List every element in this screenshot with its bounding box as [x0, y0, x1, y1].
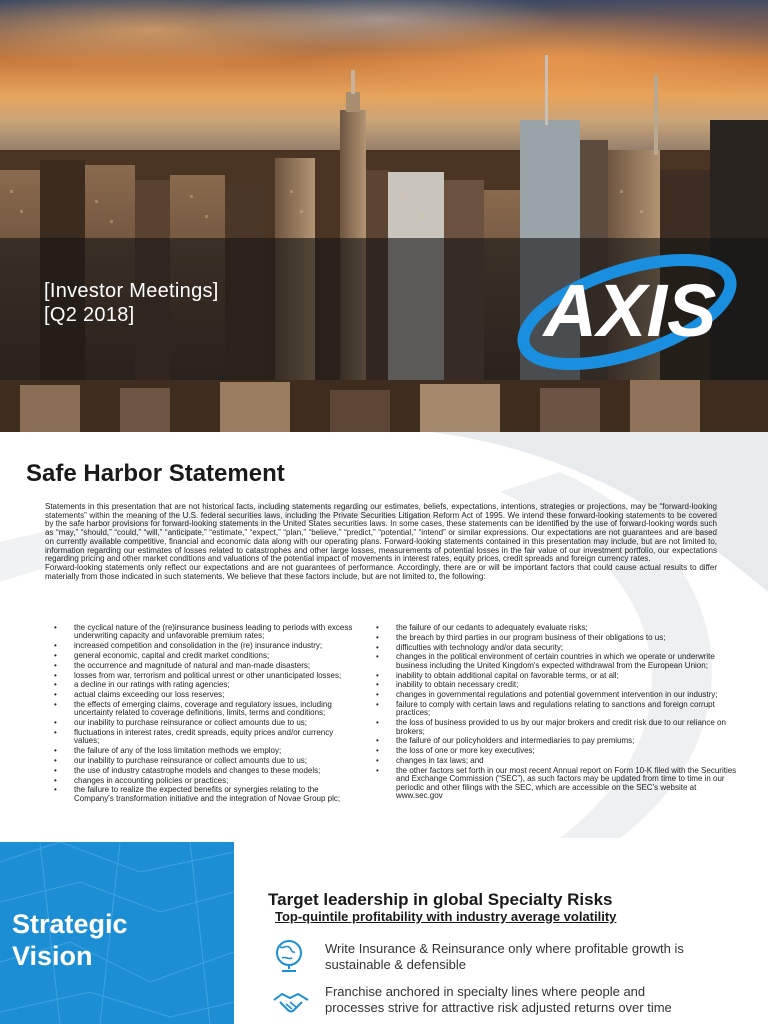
strategic-vision-title — [12, 908, 128, 972]
strategic-vision-panel — [0, 842, 234, 1024]
cover-slide — [0, 0, 768, 432]
list-item: • actual claims exceeding our loss reserves; — [54, 691, 359, 699]
list-item: • the breach by third parties in our program business of their obligations to us; — [376, 634, 738, 642]
list-item: • the failure of our policyholders and intermediaries to pay premiums; — [376, 737, 738, 745]
vision-item-2: Franchise anchored in specialty lines where people and processes strive for attractive risk adjusted returns over time — [325, 984, 672, 1015]
list-item: • our inability to purchase reinsurance or collect amounts due to us; — [54, 719, 359, 727]
list-item: • the other factors set forth in our most recent Annual report on Form 10-K filed with the Securities and Exchange Commission (“SEC”), as such factors may be updated from time to time in our periodic and other filings with the SEC, which are accessible on the SEC's website at www.sec.gov — [376, 767, 738, 801]
list-item: • increased competition and consolidation in the (re) insurance industry; — [54, 642, 359, 650]
page-title: Safe Harbor Statement — [26, 460, 285, 487]
list-item: • the failure to realize the expected benefits or synergies relating to the Company's transformation initiative and the integration of Novae Group plc; — [54, 786, 359, 803]
vision-heading: Target leadership in global Specialty Risks — [268, 890, 613, 909]
vision-item-1: Write Insurance & Reinsurance only where profitable growth is sustainable & defensible — [325, 941, 684, 972]
globe-icon — [272, 938, 306, 974]
list-item: • changes in governmental regulations and potential government intervention in our industry; — [376, 691, 738, 699]
list-item: • changes in the political environment of certain countries in which we operate or underwrite business including the United Kingdom's expected withdrawal from the European Union; — [376, 653, 738, 670]
list-item: • the failure of any of the loss limitation methods we employ; — [54, 747, 359, 755]
list-item: • the effects of emerging claims, coverage and regulatory issues, including uncertainty related to coverage definitions, limits, terms and conditions; — [54, 701, 359, 718]
list-item: • inability to obtain additional capital on favorable terms, or at all; — [376, 672, 738, 680]
title-line2: Vision — [12, 941, 93, 971]
list-item: • the use of industry catastrophe models and changes to these models; — [54, 767, 359, 775]
vision-subheading: Top-quintile profitability with industry average volatility — [275, 909, 617, 924]
intro-paragraph-2: Forward-looking statements only reflect our expectations and are not guarantees of performance. Accordingly, there are or will be important factors that could cause actual results to differ materially from those indicated in such statements. We believe that these factors include, but are not limited to, the following: — [45, 562, 717, 581]
safe-harbor-slide — [0, 432, 768, 838]
list-item: • the loss of one or more key executives; — [376, 747, 738, 755]
list-item: • the occurrence and magnitude of natural and man-made disasters; — [54, 662, 359, 670]
list-item: • the failure of our cedants to adequately evaluate risks; — [376, 624, 738, 632]
risk-factors-left — [54, 624, 359, 805]
axis-logo-text: AXIS — [543, 269, 717, 352]
handshake-icon — [272, 988, 310, 1018]
list-item: • inability to obtain necessary credit; — [376, 681, 738, 689]
list-item: • our inability to purchase reinsurance or collect amounts due to us; — [54, 757, 359, 765]
list-item: • changes in accounting policies or practices; — [54, 777, 359, 785]
title-line1: Strategic — [12, 909, 128, 939]
list-item: • failure to comply with certain laws and regulations relating to sanctions and foreign corrupt practices; — [376, 701, 738, 718]
list-item: • difficulties with technology and/or data security; — [376, 644, 738, 652]
safe-harbor-intro — [45, 503, 717, 581]
axis-logo — [512, 240, 742, 380]
list-item: • the loss of business provided to us by our major brokers and credit risk due to our reliance on brokers; — [376, 719, 738, 736]
cover-title — [44, 279, 219, 327]
intro-paragraph-1: Statements in this presentation that are not historical facts, including statements regarding our estimates, beliefs, expectations, intentions, strategies or projections, may be “forward-looking statements” within the meaning of the U.S. federal securities laws, including the Private Securities Litigation Reform Act of 1995. We intend these forward-looking statements to be covered by the safe harbor provisions for forward-looking statements in the United States securities laws. In some cases, these statements can be identified by the use of forward-looking words such as “may,” “should,” “could,” “will,” “anticipate,” “estimate,” “expect,” “plan,” “believe,” “predict,” “potential,” “intend” or similar expressions. Our expectations are not guarantees and are based on currently available competitive, financial and economic data along with our operating plans. Forward-looking statements contained in this presentation may include, but are not limited to, information regarding our estimates of losses related to catastrophes and other large losses, measurements of potential losses in the fair value of our investment portfolio, our expectations regarding pricing and other market conditions and valuations of the potential impact of movements in interest rates, equity prices, credit spreads and foreign currency rates. — [45, 502, 717, 564]
list-item: • fluctuations in interest rates, credit spreads, equity prices and/or currency values; — [54, 729, 359, 746]
cover-title-line1: [Investor Meetings] — [44, 280, 219, 302]
list-item: • the cyclical nature of the (re)insurance business leading to periods with excess underwriting capacity and unfavorable premium rates; — [54, 624, 359, 641]
strategic-vision-slide — [0, 838, 768, 1024]
cover-title-line2: [Q2 2018] — [44, 304, 135, 326]
list-item: • changes in tax laws; and — [376, 757, 738, 765]
list-item: • losses from war, terrorism and political unrest or other unanticipated losses; — [54, 672, 359, 680]
list-item: • general economic, capital and credit market conditions; — [54, 652, 359, 660]
list-item: • a decline in our ratings with rating agencies; — [54, 681, 359, 689]
risk-factors-right — [376, 624, 738, 802]
